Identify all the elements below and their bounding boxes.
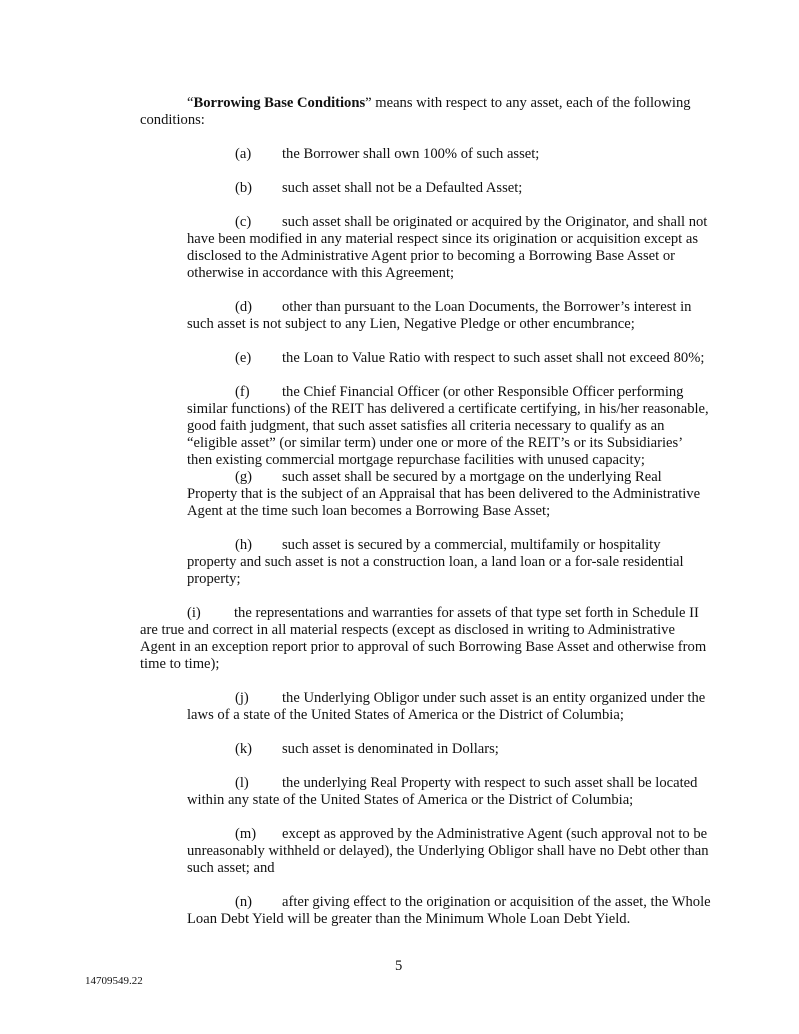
condition-label: (f) xyxy=(235,384,250,400)
condition-f-line: then existing commercial mortgage repurchase facilities with unused capacity; xyxy=(187,452,645,468)
condition-i xyxy=(187,605,699,622)
condition-l-line: within any state of the United States of America or the District of Columbia; xyxy=(187,792,634,808)
condition-h-line: property; xyxy=(187,571,241,587)
document-id: 14709549.22 xyxy=(85,975,143,987)
condition-h-line: property and such asset is not a construction loan, a land loan or a for-sale residential xyxy=(187,554,684,570)
condition-text: such asset is secured by a commercial, multifamily or hospitality xyxy=(282,537,661,553)
condition-g-line: Property that is the subject of an Appraisal that has been delivered to the Administrative xyxy=(187,486,701,502)
condition-i-line: are true and correct in all material respects (except as disclosed in writing to Administrative xyxy=(140,622,675,638)
condition-g-line: Agent at the time such loan becomes a Borrowing Base Asset; xyxy=(187,503,551,519)
condition-text: such asset is denominated in Dollars; xyxy=(282,741,499,757)
condition-j xyxy=(235,690,705,707)
condition-m-line: unreasonably withheld or delayed), the Underlying Obligor shall have no Debt other than xyxy=(187,843,709,859)
condition-text: other than pursuant to the Loan Documents, the Borrower’s interest in xyxy=(282,299,692,315)
condition-m xyxy=(235,826,707,843)
condition-f-line: good faith judgment, that such asset satisfies all criteria necessary to qualify as an xyxy=(187,418,665,434)
condition-text: the Chief Financial Officer (or other Responsible Officer performing xyxy=(282,384,684,400)
condition-label: (b) xyxy=(235,180,253,196)
condition-label: (j) xyxy=(235,690,249,706)
condition-k xyxy=(235,741,499,758)
condition-c-line: have been modified in any material respect since its origination or acquisition except as xyxy=(187,231,699,247)
condition-m-line: such asset; and xyxy=(187,860,275,876)
condition-l xyxy=(235,775,697,792)
condition-h xyxy=(235,537,661,554)
condition-label: (d) xyxy=(235,299,253,315)
condition-n-line: Loan Debt Yield will be greater than the Minimum Whole Loan Debt Yield. xyxy=(187,911,631,927)
definition-text: ” means with respect to any asset, each of the following xyxy=(365,95,691,111)
condition-a xyxy=(235,146,539,163)
condition-n xyxy=(235,894,711,911)
defined-term: Borrowing Base Conditions xyxy=(193,95,366,111)
condition-text: such asset shall be secured by a mortgage on the underlying Real xyxy=(282,469,662,485)
condition-text: the representations and warranties for assets of that type set forth in Schedule II xyxy=(234,605,699,621)
condition-d xyxy=(235,299,691,316)
condition-c-line: otherwise in accordance with this Agreement; xyxy=(187,265,455,281)
condition-text: after giving effect to the origination or acquisition of the asset, the Whole xyxy=(282,894,711,910)
condition-c-line: disclosed to the Administrative Agent prior to becoming a Borrowing Base Asset or xyxy=(187,248,676,264)
condition-text: such asset shall be originated or acquired by the Originator, and shall not xyxy=(282,214,708,230)
condition-j-line: laws of a state of the United States of America or the District of Columbia; xyxy=(187,707,624,723)
condition-f xyxy=(235,384,683,401)
condition-c xyxy=(235,214,707,231)
page-number: 5 xyxy=(395,958,403,974)
condition-text: the Underlying Obligor under such asset is an entity organized under the xyxy=(282,690,706,706)
condition-label: (a) xyxy=(235,146,252,162)
condition-label: (m) xyxy=(235,826,257,842)
open-quote: “ xyxy=(187,95,194,111)
definition-intro-line-2: conditions: xyxy=(140,112,205,128)
condition-label: (e) xyxy=(235,350,252,366)
condition-g xyxy=(235,469,662,486)
condition-text: such asset shall not be a Defaulted Asset; xyxy=(282,180,523,196)
condition-label: (g) xyxy=(235,469,253,485)
condition-f-line: “eligible asset” (or similar term) under one or more of the REIT’s or its Subsidiaries’ xyxy=(187,435,684,451)
definition-intro-line-1 xyxy=(187,95,691,112)
condition-label: (k) xyxy=(235,741,253,757)
condition-i-line: Agent in an exception report prior to approval of such Borrowing Base Asset and otherwise from xyxy=(140,639,707,655)
condition-text: the Loan to Value Ratio with respect to such asset shall not exceed 80%; xyxy=(282,350,705,366)
condition-d-line: such asset is not subject to any Lien, Negative Pledge or other encumbrance; xyxy=(187,316,635,332)
condition-text: the underlying Real Property with respect to such asset shall be located xyxy=(282,775,698,791)
condition-e xyxy=(235,350,704,367)
condition-i-line: time to time); xyxy=(140,656,220,672)
condition-label: (h) xyxy=(235,537,253,553)
condition-f-line: similar functions) of the REIT has delivered a certificate certifying, in his/her reasonable, xyxy=(187,401,709,417)
condition-label: (n) xyxy=(235,894,253,910)
condition-label: (c) xyxy=(235,214,252,230)
condition-b xyxy=(235,180,522,197)
condition-text: the Borrower shall own 100% of such asset; xyxy=(282,146,540,162)
condition-label: (i) xyxy=(187,605,201,621)
condition-text: except as approved by the Administrative Agent (such approval not to be xyxy=(282,826,708,842)
condition-label: (l) xyxy=(235,775,249,791)
